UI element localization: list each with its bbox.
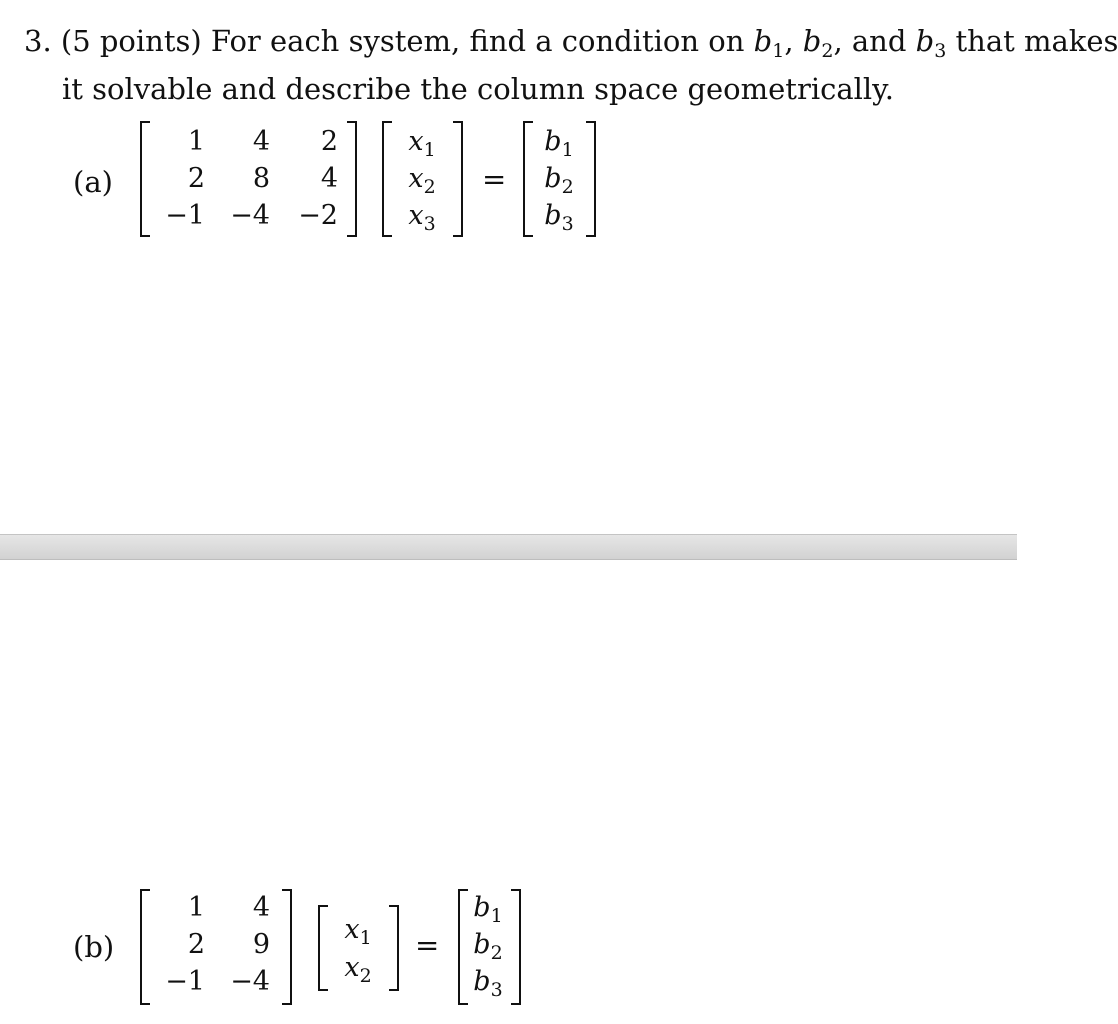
part-a-b1: $b_1$ (544, 126, 574, 161)
part-a-x1: $x_1$ (408, 126, 436, 161)
part-a-matrix-right-bracket (347, 121, 357, 237)
part-a-matrix-cell: −2 (298, 200, 338, 231)
part-b-b2: $b_2$ (473, 929, 503, 964)
part-b-matrix-cell: 4 (252, 892, 270, 923)
comma-1: , (784, 24, 794, 58)
problem-line-1 (24, 22, 1118, 70)
part-a-matrix-cell: 4 (320, 163, 338, 194)
part-a-x-left-bracket (382, 121, 392, 237)
part-a-matrix-cell: −1 (165, 200, 205, 231)
part-b-matrix-cell: 9 (252, 929, 270, 960)
b3-symbol: $b_3$ (915, 24, 947, 62)
part-a-x2: $x_2$ (408, 163, 436, 198)
problem-line-2: it solvable and describe the column space geometrically. (62, 72, 894, 106)
part-a-b-left-bracket (523, 121, 533, 237)
b1-symbol: $b_1$ (753, 24, 785, 62)
part-b-b1: $b_1$ (473, 892, 503, 927)
part-a-matrix-left-bracket (140, 121, 150, 237)
part-b-matrix-cell: −1 (165, 966, 205, 997)
part-b-x-left-bracket (318, 905, 328, 991)
part-b-x-right-bracket (389, 905, 399, 991)
part-b-x2: $x_2$ (344, 952, 372, 987)
part-a-b3: $b_3$ (544, 200, 574, 235)
problem-intro-text: 3. (5 points) For each system, find a condition on (24, 24, 745, 58)
part-a-b-right-bracket (586, 121, 596, 237)
part-a-matrix-cell: 1 (187, 126, 205, 157)
part-a-label: (a) (73, 165, 113, 199)
part-a-x3: $x_3$ (408, 200, 436, 235)
part-a-matrix-cell: 2 (320, 126, 338, 157)
part-a-matrix-cell: 4 (252, 126, 270, 157)
part-a-matrix-cell: −4 (230, 200, 270, 231)
part-a-matrix-cell: 2 (187, 163, 205, 194)
part-b-b3: $b_3$ (473, 966, 503, 1001)
problem-line1-end: that makes (955, 24, 1118, 58)
part-b-matrix-left-bracket (140, 889, 150, 1005)
page-divider (0, 534, 1017, 560)
part-b-matrix-cell: −4 (230, 966, 270, 997)
part-a-x-right-bracket (453, 121, 463, 237)
part-b-matrix-cell: 1 (187, 892, 205, 923)
and-text: , and (833, 24, 907, 58)
part-b-label: (b) (73, 930, 115, 964)
part-a-b2: $b_2$ (544, 163, 574, 198)
part-b-equals-sign: = (415, 928, 440, 962)
part-b-x1: $x_1$ (344, 914, 372, 949)
b2-symbol: $b_2$ (802, 24, 834, 62)
problem-statement (24, 22, 1118, 108)
part-a-matrix-cell: 8 (252, 163, 270, 194)
part-b-matrix-right-bracket (282, 889, 292, 1005)
part-b-matrix-cell: 2 (187, 929, 205, 960)
part-a-equals-sign: = (482, 162, 507, 196)
